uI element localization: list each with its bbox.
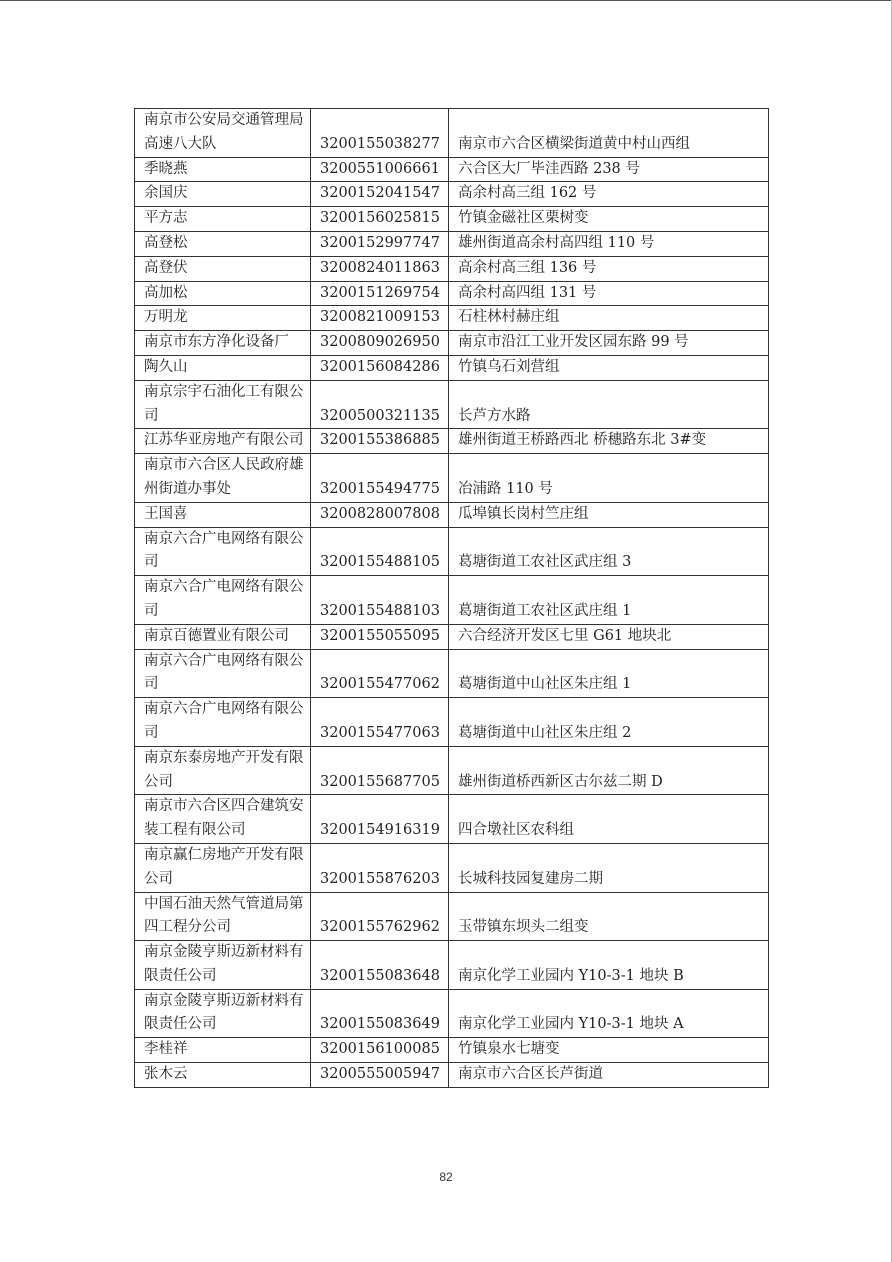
table-row bbox=[135, 231, 769, 256]
table-row bbox=[135, 746, 769, 795]
address-cell: 四合墩社区农科组 bbox=[449, 795, 769, 844]
entity-name-cell: 平方志 bbox=[135, 207, 311, 232]
table-row bbox=[135, 454, 769, 503]
table-row bbox=[135, 892, 769, 941]
entity-name-cell: 南京市六合区人民政府雄州街道办事处 bbox=[135, 454, 311, 503]
table-row bbox=[135, 256, 769, 281]
entity-name-cell: 南京赢仁房地产开发有限公司 bbox=[135, 843, 311, 892]
account-number-cell: 3200155083649 bbox=[311, 989, 449, 1038]
address-cell: 竹镇泉水七塘变 bbox=[449, 1038, 769, 1063]
address-cell: 雄州街道王桥路西北 桥穗路东北 3#变 bbox=[449, 429, 769, 454]
address-cell: 玉带镇东坝头二组变 bbox=[449, 892, 769, 941]
address-cell: 长城科技园复建房二期 bbox=[449, 843, 769, 892]
address-cell: 葛塘街道中山社区朱庄组 1 bbox=[449, 649, 769, 698]
account-number-cell: 3200555005947 bbox=[311, 1063, 449, 1088]
registry-table bbox=[134, 108, 769, 1088]
account-number-cell: 3200151269754 bbox=[311, 281, 449, 306]
entity-name-cell: 南京市公安局交通管理局高速八大队 bbox=[135, 109, 311, 158]
account-number-cell: 3200155477063 bbox=[311, 698, 449, 747]
account-number-cell: 3200155055095 bbox=[311, 624, 449, 649]
entity-name-cell: 张木云 bbox=[135, 1063, 311, 1088]
account-number-cell: 3200155494775 bbox=[311, 454, 449, 503]
account-number-cell: 3200828007808 bbox=[311, 502, 449, 527]
entity-name-cell: 高登伏 bbox=[135, 256, 311, 281]
account-number-cell: 3200155083648 bbox=[311, 941, 449, 990]
address-cell: 雄州街道高余村高四组 110 号 bbox=[449, 231, 769, 256]
address-cell: 南京市六合区横梁街道黄中村山西组 bbox=[449, 109, 769, 158]
account-number-cell: 3200551006661 bbox=[311, 157, 449, 182]
entity-name-cell: 陶久山 bbox=[135, 355, 311, 380]
table-row bbox=[135, 941, 769, 990]
table-row bbox=[135, 698, 769, 747]
account-number-cell: 3200155488105 bbox=[311, 527, 449, 576]
table-row bbox=[135, 355, 769, 380]
account-number-cell: 3200156084286 bbox=[311, 355, 449, 380]
entity-name-cell: 南京市东方净化设备厂 bbox=[135, 331, 311, 356]
entity-name-cell: 南京百德置业有限公司 bbox=[135, 624, 311, 649]
entity-name-cell: 南京市六合区四合建筑安装工程有限公司 bbox=[135, 795, 311, 844]
account-number-cell: 3200155477062 bbox=[311, 649, 449, 698]
entity-name-cell: 余国庆 bbox=[135, 182, 311, 207]
table-row bbox=[135, 207, 769, 232]
table-row bbox=[135, 306, 769, 331]
entity-name-cell: 南京六合广电网络有限公司 bbox=[135, 576, 311, 625]
page-number: 82 bbox=[439, 1170, 453, 1184]
address-cell: 南京化学工业园内 Y10-3-1 地块 A bbox=[449, 989, 769, 1038]
table-row bbox=[135, 331, 769, 356]
address-cell: 瓜埠镇长岗村竺庄组 bbox=[449, 502, 769, 527]
table-body bbox=[135, 109, 769, 1088]
entity-name-cell: 南京宗宇石油化工有限公司 bbox=[135, 380, 311, 429]
address-cell: 南京市六合区长芦街道 bbox=[449, 1063, 769, 1088]
address-cell: 高余村高四组 131 号 bbox=[449, 281, 769, 306]
table-row bbox=[135, 527, 769, 576]
account-number-cell: 3200156025815 bbox=[311, 207, 449, 232]
account-number-cell: 3200155488103 bbox=[311, 576, 449, 625]
top-border bbox=[0, 0, 892, 1]
account-number-cell: 3200156100085 bbox=[311, 1038, 449, 1063]
address-cell: 冶浦路 110 号 bbox=[449, 454, 769, 503]
account-number-cell: 3200155687705 bbox=[311, 746, 449, 795]
account-number-cell: 3200821009153 bbox=[311, 306, 449, 331]
account-number-cell: 3200809026950 bbox=[311, 331, 449, 356]
entity-name-cell: 南京金陵亨斯迈新材料有限责任公司 bbox=[135, 941, 311, 990]
entity-name-cell: 江苏华亚房地产有限公司 bbox=[135, 429, 311, 454]
entity-name-cell: 南京六合广电网络有限公司 bbox=[135, 649, 311, 698]
table-row bbox=[135, 109, 769, 158]
table-row bbox=[135, 281, 769, 306]
address-cell: 南京化学工业园内 Y10-3-1 地块 B bbox=[449, 941, 769, 990]
address-cell: 六合区大厂毕洼西路 238 号 bbox=[449, 157, 769, 182]
table-row bbox=[135, 502, 769, 527]
table-row bbox=[135, 380, 769, 429]
entity-name-cell: 李桂祥 bbox=[135, 1038, 311, 1063]
address-cell: 葛塘街道工农社区武庄组 1 bbox=[449, 576, 769, 625]
table-row bbox=[135, 157, 769, 182]
address-cell: 六合经济开发区七里 G61 地块北 bbox=[449, 624, 769, 649]
entity-name-cell: 季晓燕 bbox=[135, 157, 311, 182]
entity-name-cell: 南京六合广电网络有限公司 bbox=[135, 698, 311, 747]
table-row bbox=[135, 1063, 769, 1088]
entity-name-cell: 高登松 bbox=[135, 231, 311, 256]
address-cell: 石柱林村赫庄组 bbox=[449, 306, 769, 331]
address-cell: 葛塘街道工农社区武庄组 3 bbox=[449, 527, 769, 576]
account-number-cell: 3200500321135 bbox=[311, 380, 449, 429]
account-number-cell: 3200824011863 bbox=[311, 256, 449, 281]
table-row bbox=[135, 843, 769, 892]
table-row bbox=[135, 989, 769, 1038]
table-row bbox=[135, 649, 769, 698]
address-cell: 雄州街道桥西新区古尔兹二期 D bbox=[449, 746, 769, 795]
address-cell: 南京市沿江工业开发区园东路 99 号 bbox=[449, 331, 769, 356]
entity-name-cell: 万明龙 bbox=[135, 306, 311, 331]
entity-name-cell: 王国喜 bbox=[135, 502, 311, 527]
account-number-cell: 3200154916319 bbox=[311, 795, 449, 844]
entity-name-cell: 中国石油天然气管道局第四工程分公司 bbox=[135, 892, 311, 941]
address-cell: 高余村高三组 136 号 bbox=[449, 256, 769, 281]
table-row bbox=[135, 576, 769, 625]
account-number-cell: 3200155762962 bbox=[311, 892, 449, 941]
entity-name-cell: 南京六合广电网络有限公司 bbox=[135, 527, 311, 576]
address-cell: 高余村高三组 162 号 bbox=[449, 182, 769, 207]
address-cell: 竹镇乌石刘营组 bbox=[449, 355, 769, 380]
address-cell: 葛塘街道中山社区朱庄组 2 bbox=[449, 698, 769, 747]
entity-name-cell: 南京东泰房地产开发有限公司 bbox=[135, 746, 311, 795]
account-number-cell: 3200155038277 bbox=[311, 109, 449, 158]
account-number-cell: 3200152997747 bbox=[311, 231, 449, 256]
address-cell: 长芦方水路 bbox=[449, 380, 769, 429]
address-cell: 竹镇金磁社区栗树变 bbox=[449, 207, 769, 232]
table-row bbox=[135, 624, 769, 649]
table-row bbox=[135, 795, 769, 844]
account-number-cell: 3200155876203 bbox=[311, 843, 449, 892]
table-row bbox=[135, 1038, 769, 1063]
entity-name-cell: 南京金陵亨斯迈新材料有限责任公司 bbox=[135, 989, 311, 1038]
account-number-cell: 3200152041547 bbox=[311, 182, 449, 207]
table-row bbox=[135, 429, 769, 454]
account-number-cell: 3200155386885 bbox=[311, 429, 449, 454]
entity-name-cell: 高加松 bbox=[135, 281, 311, 306]
table-row bbox=[135, 182, 769, 207]
